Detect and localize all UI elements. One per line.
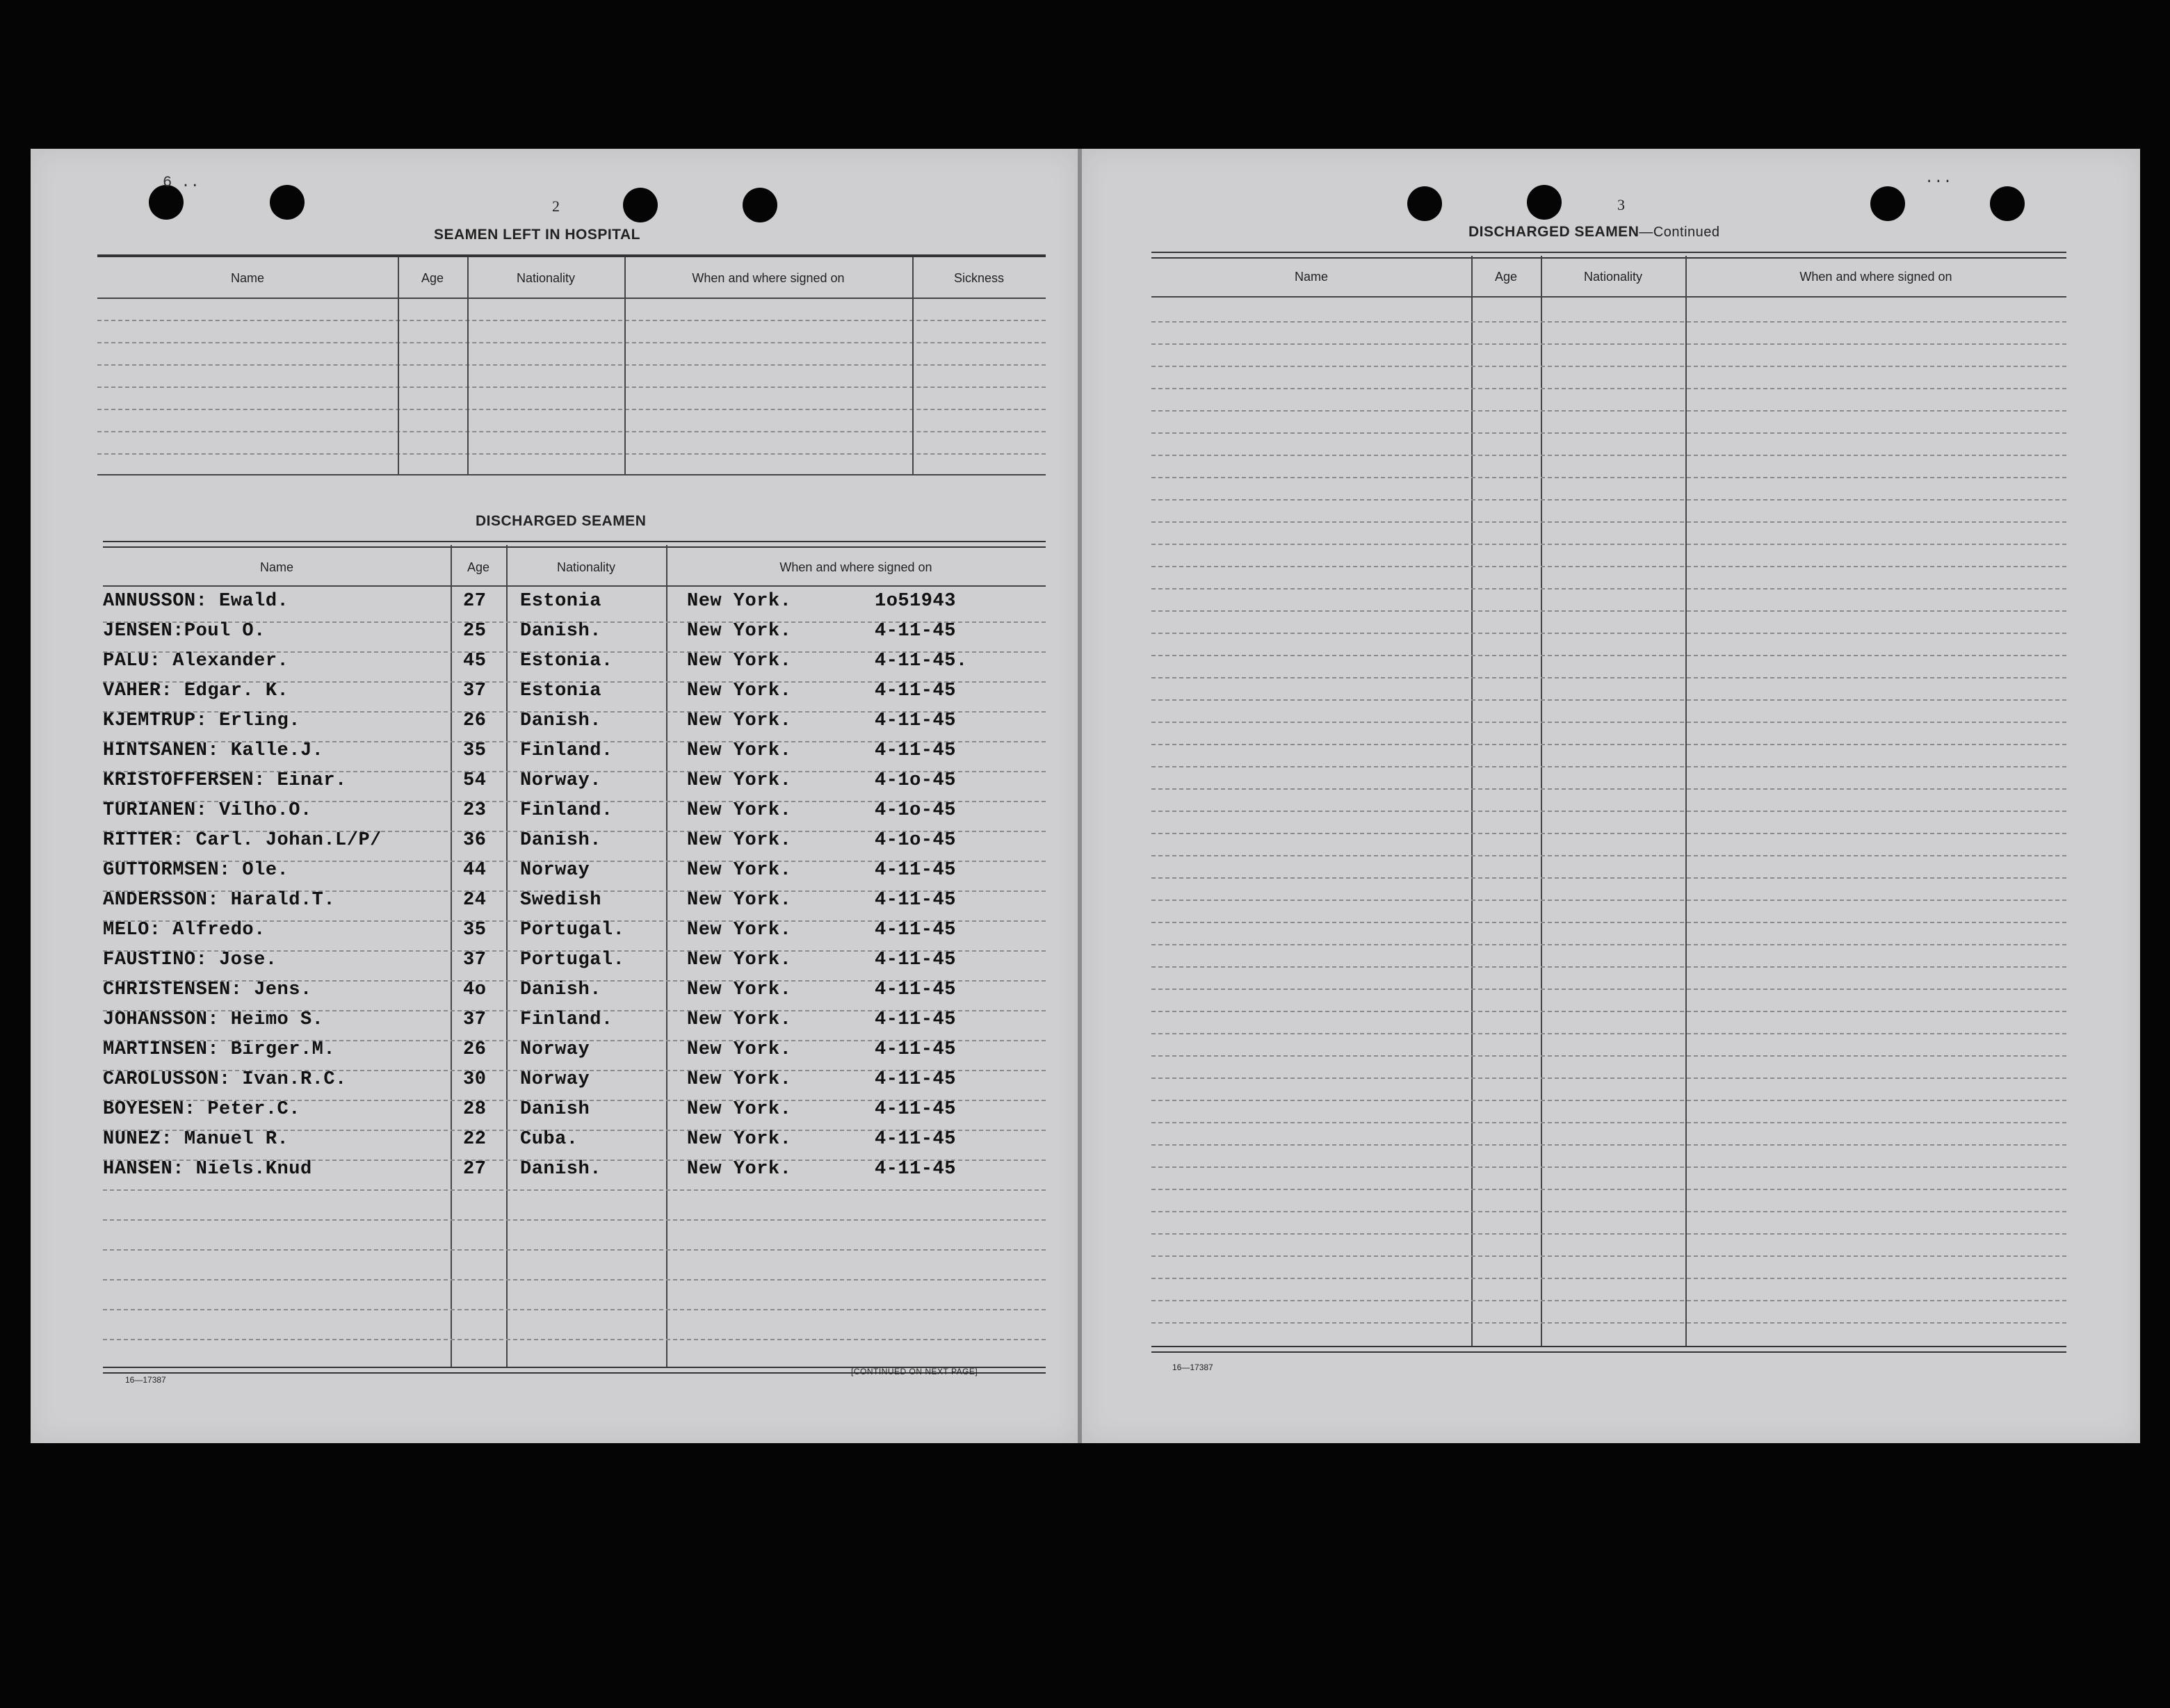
seaman-nationality: Norway — [520, 1069, 590, 1090]
signed-on-date: 4-11-45 — [875, 681, 956, 701]
seaman-name: CAROLUSSON: Ivan.R.C. — [103, 1069, 347, 1090]
col-age: Age — [421, 271, 444, 285]
signed-on-date: 4-11-45 — [875, 1099, 956, 1120]
seaman-nationality: Portugal. — [520, 920, 625, 941]
seaman-age: 35 — [463, 740, 487, 761]
seaman-age: 36 — [463, 830, 487, 851]
seaman-age: 25 — [463, 621, 487, 642]
seaman-nationality: Cuba. — [520, 1129, 578, 1150]
punch-hole — [1990, 186, 2025, 221]
col-signed-on: When and where signed on — [692, 271, 845, 285]
seaman-nationality: Finland. — [520, 1009, 613, 1030]
seaman-nationality: Finland. — [520, 800, 613, 821]
signed-on-place: New York. — [687, 1129, 792, 1150]
seaman-age: 45 — [463, 651, 487, 672]
table-row — [103, 681, 1046, 708]
seaman-age: 30 — [463, 1069, 487, 1090]
seaman-nationality: Finland. — [520, 740, 613, 761]
col-age: Age — [467, 560, 490, 574]
signed-on-place: New York. — [687, 770, 792, 791]
seaman-nationality: Norway. — [520, 770, 601, 791]
seaman-nationality: Estonia — [520, 681, 601, 701]
table-row — [103, 1009, 1046, 1037]
punch-hole — [1407, 186, 1442, 221]
seaman-name: NUNEZ: Manuel R. — [103, 1129, 289, 1150]
discharged-section-title: DISCHARGED SEAMEN — [476, 513, 647, 529]
table-row — [103, 1159, 1046, 1187]
seaman-age: 35 — [463, 920, 487, 941]
signed-on-date: 4-11-45 — [875, 890, 956, 911]
signed-on-place: New York. — [687, 681, 792, 701]
seaman-age: 27 — [463, 1159, 487, 1180]
col-signed-on: When and where signed on — [779, 560, 932, 574]
seaman-name: KRISTOFFERSEN: Einar. — [103, 770, 347, 791]
signed-on-place: New York. — [687, 1099, 792, 1120]
left-page — [31, 149, 1078, 1443]
signed-on-date: 4-11-45. — [875, 651, 968, 672]
signed-on-date: 1o51943 — [875, 591, 956, 612]
seaman-age: 54 — [463, 770, 487, 791]
signed-on-date: 4-1o-45 — [875, 830, 956, 851]
table-row — [103, 890, 1046, 918]
signed-on-date: 4-11-45 — [875, 979, 956, 1000]
punch-hole — [270, 185, 305, 220]
seaman-nationality: Danish. — [520, 1159, 601, 1180]
seaman-name: VAHER: Edgar. K. — [103, 681, 289, 701]
seaman-name: PALU: Alexander. — [103, 651, 289, 672]
form-number: 16—17387 — [1172, 1363, 1213, 1372]
seaman-name: ANDERSSON: Harald.T. — [103, 890, 336, 911]
signed-on-date: 4-11-45 — [875, 920, 956, 941]
page-number: 2 — [552, 197, 560, 215]
signed-on-place: New York. — [687, 860, 792, 881]
seaman-name: JOHANSSON: Heimo S. — [103, 1009, 324, 1030]
seaman-nationality: Swedish — [520, 890, 601, 911]
signed-on-place: New York. — [687, 830, 792, 851]
col-signed-on: When and where signed on — [1799, 270, 1952, 284]
discharged-table — [103, 541, 1046, 1382]
table-row — [103, 950, 1046, 977]
discharged-continued-title — [1468, 224, 1720, 241]
seaman-nationality: Portugal. — [520, 950, 625, 970]
signed-on-date: 4-1o-45 — [875, 800, 956, 821]
form-number: 16—17387 — [125, 1375, 166, 1385]
signed-on-date: 4-11-45 — [875, 1159, 956, 1180]
punch-hole — [1527, 185, 1562, 220]
signed-on-place: New York. — [687, 1039, 792, 1060]
signed-on-place: New York. — [687, 979, 792, 1000]
right-page — [1082, 149, 2140, 1443]
corner-mark: 6 .. — [163, 174, 200, 191]
seaman-age: 37 — [463, 681, 487, 701]
signed-on-date: 4-11-45 — [875, 1009, 956, 1030]
seaman-name: FAUSTINO: Jose. — [103, 950, 277, 970]
signed-on-date: 4-11-45 — [875, 740, 956, 761]
seaman-nationality: Danish. — [520, 710, 601, 731]
col-name: Name — [259, 560, 293, 574]
table-row — [103, 979, 1046, 1007]
seaman-name: KJEMTRUP: Erling. — [103, 710, 300, 731]
seaman-nationality: Estonia — [520, 591, 601, 612]
table-row — [103, 710, 1046, 738]
seaman-name: HANSEN: Niels.Knud — [103, 1159, 312, 1180]
seaman-name: TURIANEN: Vilho.O. — [103, 800, 312, 821]
seaman-nationality: Norway — [520, 1039, 590, 1060]
seaman-nationality: Danish. — [520, 979, 601, 1000]
seaman-name: HINTSANEN: Kalle.J. — [103, 740, 324, 761]
punch-hole — [743, 188, 777, 222]
continued-table — [1151, 252, 2066, 1350]
table-row — [103, 591, 1046, 619]
seaman-name: MELO: Alfredo. — [103, 920, 266, 941]
seaman-age: 27 — [463, 591, 487, 612]
continued-footnote: [CONTINUED ON NEXT PAGE] — [851, 1367, 978, 1376]
seaman-age: 26 — [463, 710, 487, 731]
col-name: Name — [230, 271, 264, 285]
col-nationality: Nationality — [556, 560, 616, 574]
seaman-name: ANNUSSON: Ewald. — [103, 591, 289, 612]
seaman-age: 26 — [463, 1039, 487, 1060]
signed-on-place: New York. — [687, 1009, 792, 1030]
corner-mark: ... — [1925, 170, 1952, 187]
signed-on-place: New York. — [687, 710, 792, 731]
seaman-nationality: Danish — [520, 1099, 590, 1120]
table-row — [103, 1099, 1046, 1127]
table-row — [103, 830, 1046, 858]
signed-on-date: 4-11-45 — [875, 1039, 956, 1060]
col-nationality: Nationality — [1583, 270, 1643, 284]
seaman-name: JENSEN:Poul O. — [103, 621, 266, 642]
signed-on-place: New York. — [687, 950, 792, 970]
signed-on-place: New York. — [687, 920, 792, 941]
signed-on-date: 4-11-45 — [875, 710, 956, 731]
table-row — [103, 1129, 1046, 1157]
title-suffix: —Continued — [1639, 225, 1720, 240]
signed-on-place: New York. — [687, 1159, 792, 1180]
title-main: DISCHARGED SEAMEN — [1468, 224, 1639, 240]
seaman-age: 44 — [463, 860, 487, 881]
signed-on-date: 4-11-45 — [875, 1129, 956, 1150]
seaman-name: BOYESEN: Peter.C. — [103, 1099, 300, 1120]
seaman-age: 4o — [463, 979, 487, 1000]
col-name: Name — [1294, 270, 1328, 284]
table-row — [103, 770, 1046, 798]
table-row — [103, 651, 1046, 678]
punch-hole — [1870, 186, 1905, 221]
seaman-age: 37 — [463, 1009, 487, 1030]
table-row — [103, 740, 1046, 768]
signed-on-date: 4-11-45 — [875, 1069, 956, 1090]
signed-on-date: 4-11-45 — [875, 860, 956, 881]
signed-on-date: 4-11-45 — [875, 950, 956, 970]
seaman-name: RITTER: Carl. Johan.L/P/ — [103, 830, 382, 851]
seaman-name: MARTINSEN: Birger.M. — [103, 1039, 336, 1060]
col-sickness: Sickness — [953, 271, 1005, 285]
table-row — [103, 1039, 1046, 1067]
table-row — [103, 1069, 1046, 1097]
hospital-section-title: SEAMEN LEFT IN HOSPITAL — [434, 227, 640, 243]
seaman-age: 22 — [463, 1129, 487, 1150]
seaman-age: 37 — [463, 950, 487, 970]
signed-on-place: New York. — [687, 740, 792, 761]
hospital-table — [97, 254, 1046, 491]
signed-on-date: 4-1o-45 — [875, 770, 956, 791]
seaman-nationality: Danish. — [520, 621, 601, 642]
signed-on-date: 4-11-45 — [875, 621, 956, 642]
seaman-age: 28 — [463, 1099, 487, 1120]
seaman-nationality: Estonia. — [520, 651, 613, 672]
table-row — [103, 920, 1046, 947]
seaman-name: GUTTORMSEN: Ole. — [103, 860, 289, 881]
table-row — [103, 860, 1046, 888]
punch-hole — [623, 188, 658, 222]
seaman-nationality: Danish. — [520, 830, 601, 851]
col-age: Age — [1494, 270, 1518, 284]
col-nationality: Nationality — [516, 271, 576, 285]
page-number: 3 — [1617, 196, 1625, 213]
table-row — [103, 621, 1046, 649]
seaman-name: CHRISTENSEN: Jens. — [103, 979, 312, 1000]
seaman-age: 23 — [463, 800, 487, 821]
table-row — [103, 800, 1046, 828]
signed-on-place: New York. — [687, 591, 792, 612]
seaman-age: 24 — [463, 890, 487, 911]
seaman-nationality: Norway — [520, 860, 590, 881]
signed-on-place: New York. — [687, 621, 792, 642]
signed-on-place: New York. — [687, 651, 792, 672]
signed-on-place: New York. — [687, 1069, 792, 1090]
signed-on-place: New York. — [687, 800, 792, 821]
signed-on-place: New York. — [687, 890, 792, 911]
